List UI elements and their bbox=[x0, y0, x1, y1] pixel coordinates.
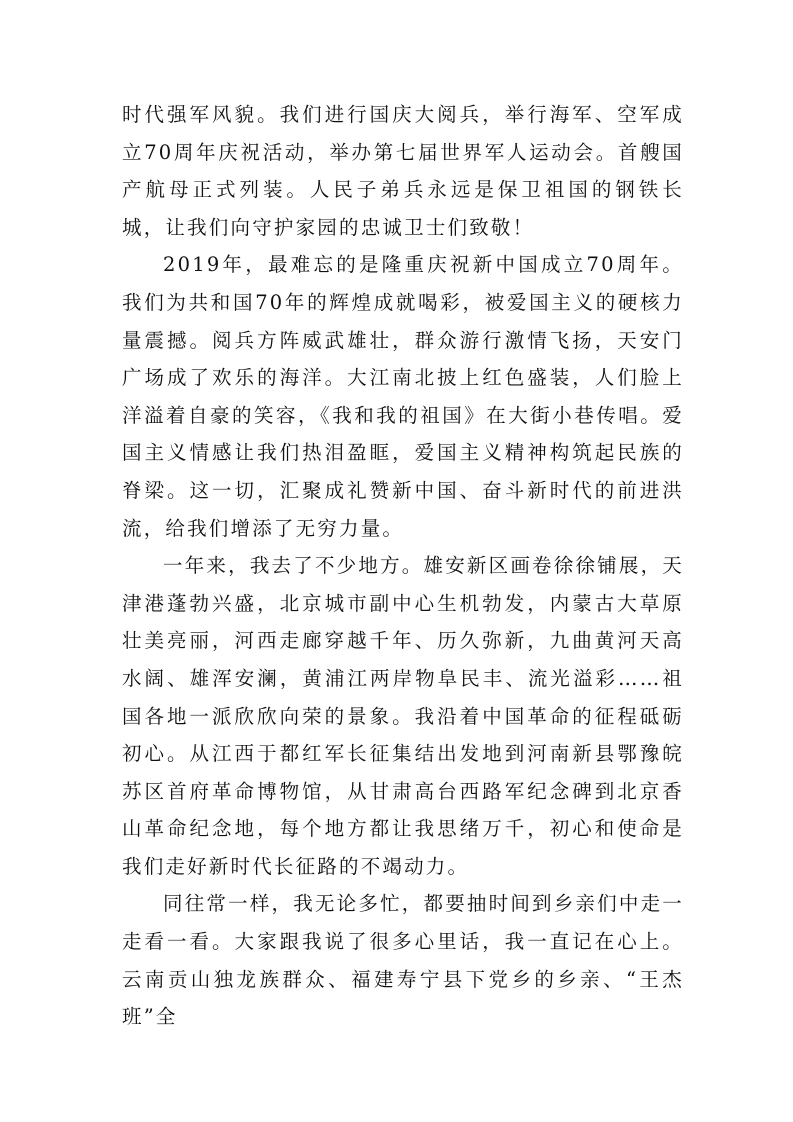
paragraph-70th-anniversary: 2019年，最难忘的是隆重庆祝新中国成立70周年。我们为共和国70年的辉煌成就喝彩，被爱国主义的硬核力量震撼。阅兵方阵威武雄壮，群众游行激情飞扬，天安门广场成了欢乐的海洋。大江南北披上红色盛装，人们脸上洋溢着自豪的笑容，《我和我的祖国》在大街小巷传唱。爱国主义情感让我们热泪盈眶，爱国主义精神构筑起民族的脊梁。这一切，汇聚成礼赞新中国、奋斗新时代的前进洪流，给我们增添了无穷力量。 bbox=[122, 253, 684, 540]
paragraph-villagers: 同往常一样，我无论多忙，都要抽时间到乡亲们中走一走看一看。大家跟我说了很多心里话，我一直记在心上。云南贡山独龙族群众、福建寿宁县下党乡的乡亲、“王杰班”全 bbox=[122, 892, 684, 1029]
document-page bbox=[122, 96, 684, 1036]
paragraph-military: 时代强军风貌。我们进行国庆大阅兵，举行海军、空军成立70周年庆祝活动，举办第七届世界军人运动会。首艘国产航母正式列装。人民子弟兵永远是保卫祖国的钢铁长城，让我们向守护家园的忠诚卫士们致敬！ bbox=[122, 103, 684, 239]
paragraph-travels: 一年来，我去了不少地方。雄安新区画卷徐徐铺展，天津港蓬勃兴盛，北京城市副中心生机勃发，内蒙古大草原壮美亮丽，河西走廊穿越千年、历久弥新，九曲黄河天高水阔、雄浑安澜，黄浦江两岸物阜民丰、流光溢彩……祖国各地一派欣欣向荣的景象。我沿着中国革命的征程砥砺初心。从江西于都红军长征集结出发地到河南新县鄂豫皖苏区首府革命博物馆，从甘肃高台西路军纪念碑到北京香山革命纪念地，每个地方都让我思绪万千，初心和使命是我们走好新时代长征路的不竭动力。 bbox=[122, 554, 684, 878]
